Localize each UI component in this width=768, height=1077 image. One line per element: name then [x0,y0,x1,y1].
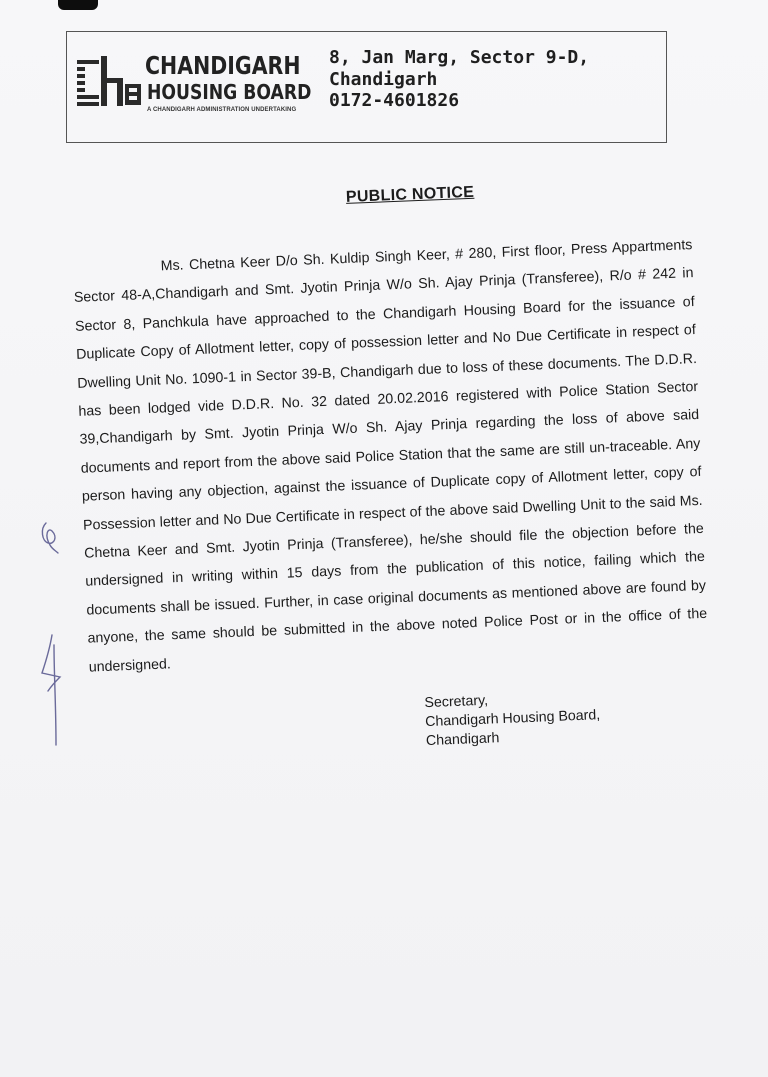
org-tagline: A CHANDIGARH ADMINISTRATION UNDERTAKING [147,107,297,113]
signature-organisation: Chandigarh Housing Board, [424,707,601,731]
public-notice [70,175,712,765]
org-name-line2: HOUSING BOARD [147,80,312,104]
signature-block [424,683,712,751]
signature-city: Chandigarh [425,730,500,750]
address-line1: 8, Jan Marg, Sector 9-D, [329,47,590,68]
org-name-line1: CHANDIGARH [145,51,301,80]
handwritten-margin-marks-icon [26,515,86,755]
scan-edge-mark [58,0,98,10]
chb-logo-icon [73,54,143,112]
address-line2: Chandigarh [329,69,438,90]
letterhead [66,31,667,143]
notice-title: PUBLIC NOTICE [345,183,475,206]
notice-body: Ms. Chetna Keer D/o Sh. Kuldip Singh Keer, # 280, First floor, Press Appartments Sector 48-A,Chandigarh and Smt. Jyotin Prinja W/o Sh. Ajay Prinja (Transferee), R/o # 242 in Sector 8, Panchkula have approached to the Chandigarh Housing Board for the issuance of Duplicate Copy of Allotment letter, copy of possession letter and No Due Certificate in respect of Dwelling Unit No. 1090-1 in Sector 39-B, Chandigarh due to loss of these documents. The D.D.R. has been lodged vide D.D.R. No. 32 dated 20.02.2016 registered with Police Station Sector 39,Chandigarh by Smt. Jyotin Prinja W/o Sh. Ajay Prinja regarding the loss of above said documents and report from the above said Police Station that the same are still un-traceable. Any person having any objection, against the issuance of Duplicate copy of Allotment letter, copy of Possession letter and No Due Certificate in respect of the above said Dwelling Unit to the said Ms. Chetna Keer and Smt. Jyotin Prinja (Transferee), he/she should file the objection before the undersigned in writing within 15 days from the publication of this notice, failing which the documents shall be issued. Further, in case original documents as mentioned above are found by anyone, the same should be submitted in the above noted Police Post or in the office of the undersigned. [73,237,708,676]
phone-number: 0172-4601826 [329,90,460,111]
signature-designation: Secretary, [424,692,489,712]
